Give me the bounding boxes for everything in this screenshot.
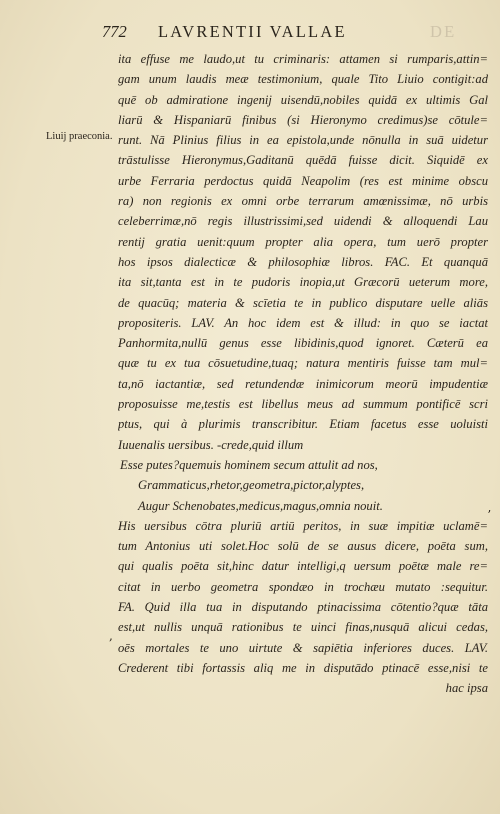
text-line: propositeris. LAV. An hoc idem est & illud: in quo se iactat [118, 315, 488, 330]
margin-mark: ʼ [487, 508, 491, 522]
text-line: runt. Nā Plinius filius in ea epistola,unde nōnulla in suā uidetur [118, 133, 488, 148]
text-line: FA. Quid illa tua in disputando ptinacissima cōtentio?quæ tāta [118, 600, 488, 615]
bleed-through-text: DE [430, 22, 457, 41]
text-line: ita effuse me laudo,ut tu criminaris: attamen si rumparis,attin= [118, 52, 488, 66]
text-line: ta,nō iactantiæ, sed retundendæ inimicorum meorū impudentiæ [118, 376, 488, 391]
text-line: trāstulisse Hieronymus,Gaditanū quēdā fuisse dicit. Siquidē ex [118, 153, 488, 168]
text-line: Crederent tibi fortassis aliq me in disputādo ptinacē esse,nisi te [118, 660, 488, 675]
text-line: ita sit,tanta est in te pudoris inopia,ut Græcorū ueterum more, [118, 275, 488, 290]
body-text [118, 49, 488, 699]
text-line: tum Antonius uti solet.Hoc solū de se ausus dicere, poēta sum, [118, 539, 488, 554]
text-line: His uersibus cōtra pluriū artiū peritos, in suæ impitiæ uclamē= [118, 518, 488, 533]
text-line: quæ tu ex tua cōsuetudine,tuaq; natura mentiris fuisse tam mul= [118, 356, 488, 371]
text-line: hos ipsos dialecticæ & philosophiæ libros. FAC. Et quanquā [118, 254, 488, 269]
verse-line: Esse putes?quemuis hominem secum attulit ad nos, [120, 457, 378, 472]
text-line: ra) non regionis ex omni orbe terrarum amœnissimæ, nō urbis [118, 194, 488, 209]
text-line: quē ob admiratione ingenij uisendū,nobiles quidā ex ultimis Gal [118, 92, 488, 107]
text-line: de quacūq; materia & scīetia te in publico disputare uelle aliās [118, 295, 488, 310]
text-line: est,ut nullis unquā rationibus te uinci finas,nusquā alicui cedas, [118, 620, 488, 635]
text-line: oēs mortales te uno uirtute & sapiētia inferiores duces. LAV. [118, 640, 488, 655]
text-line: gam unum laudis meæ testimonium, quale Tito Liuio contigit:ad [118, 72, 488, 87]
text-line: proposuisse me,testis est libellus meus ad summum pontificē scri [118, 397, 488, 412]
margin-note: Liuij praeconia. [46, 131, 113, 142]
text-line: rentij gratia uenit:quum propter alia opera, tum uerō propter [118, 234, 488, 249]
margin-mark: , [109, 629, 113, 643]
page-number: 772 [102, 22, 127, 41]
verse-line: Augur Schenobates,medicus,magus,omnia nouit. [138, 498, 383, 513]
catchword-line: hac ipsa [445, 681, 488, 696]
text-line: liarū & Hispaniarū finibus (si Hieronymo credimus)se cōtule= [118, 112, 488, 127]
verse-line: Grammaticus,rhetor,geometra,pictor,alyptes, [138, 478, 365, 493]
page-header [102, 22, 492, 42]
text-line: citat in uerbo geometra spondæo in trochæu mutato :sequitur. [118, 579, 488, 594]
text-line: ptus, qui à plurimis transcribitur. Etiam facetus esse uoluisti [118, 417, 488, 432]
text-line: celeberrimæ,nō regis illustrissimi,sed uidendi & alloquendi Lau [118, 214, 488, 229]
running-title: LAVRENTII VALLAE [158, 22, 347, 41]
text-line: Panhormita,nullū genus esse libidinis,quod ignoret. Cæterū ea [118, 336, 488, 351]
text-line: urbe Ferraria perdoctus quidā Neapolim (res est minime obscu [118, 173, 488, 188]
text-line: qui qualis poēta sit,hinc datur intelligi,q uersum poētæ male re= [118, 559, 488, 574]
text-line: Iuuenalis uersibus. -crede,quid illum [118, 437, 304, 452]
